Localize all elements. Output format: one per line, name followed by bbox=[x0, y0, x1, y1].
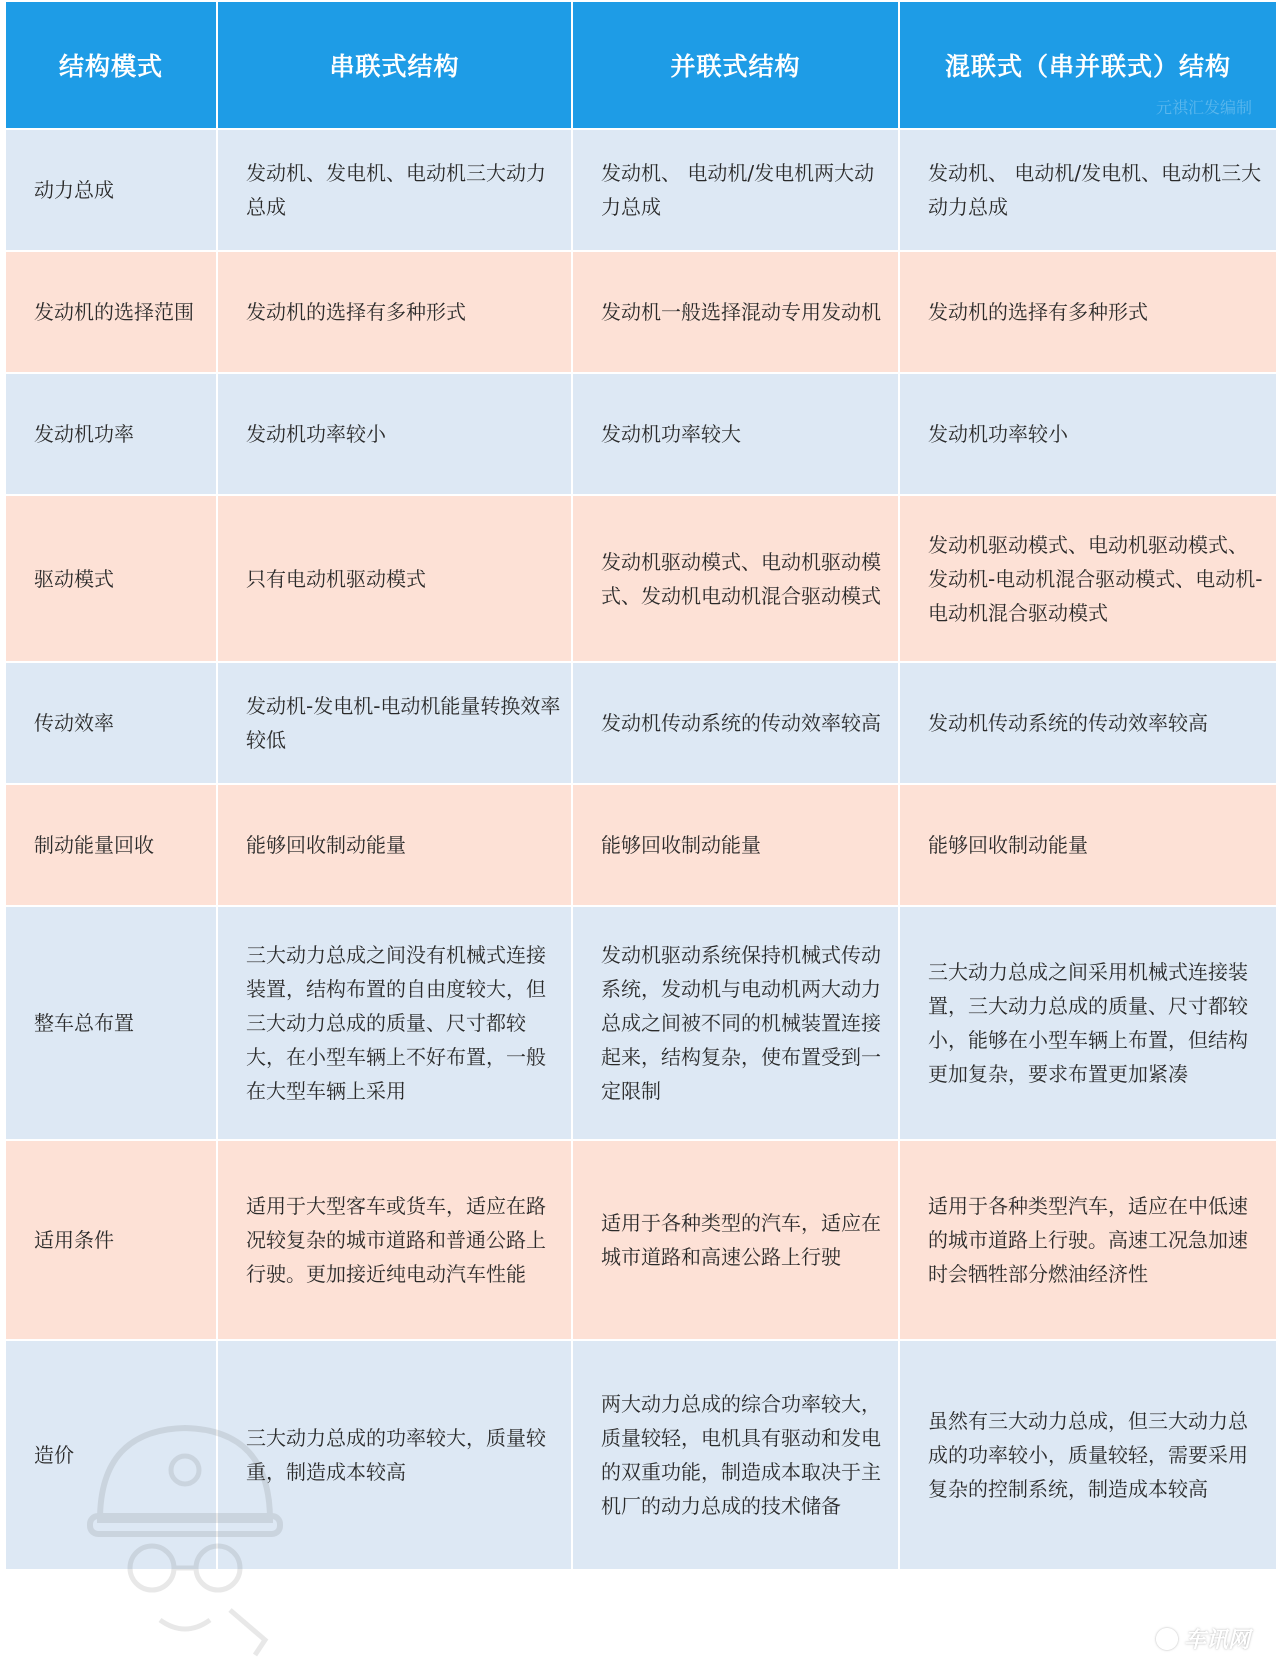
cell-hybrid: 发动机传动系统的传动效率较高 bbox=[899, 662, 1277, 784]
cell-hybrid: 虽然有三大动力总成，但三大动力总成的功率较小，质量较轻，需要采用复杂的控制系统，制造成本较高 bbox=[899, 1340, 1277, 1570]
table-row bbox=[5, 129, 1277, 251]
row-label: 整车总布置 bbox=[5, 906, 217, 1140]
cell-hybrid: 适用于各种类型汽车，适应在中低速的城市道路上行驶。高速工况急加速时会牺牲部分燃油经济性 bbox=[899, 1140, 1277, 1340]
table-row bbox=[5, 662, 1277, 784]
hybrid-structure-comparison-table bbox=[4, 0, 1278, 1571]
row-label: 发动机功率 bbox=[5, 373, 217, 495]
table-header-row bbox=[5, 1, 1277, 129]
header-parallel-structure: 并联式结构 bbox=[572, 1, 899, 129]
cell-series: 三大动力总成的功率较大，质量较重，制造成本较高 bbox=[217, 1340, 572, 1570]
row-label: 适用条件 bbox=[5, 1140, 217, 1340]
site-logo bbox=[1156, 1623, 1250, 1654]
header-credit-watermark: 元祺汇发编制 bbox=[1155, 98, 1252, 117]
cell-parallel: 发动机驱动模式、电动机驱动模式、发动机电动机混合驱动模式 bbox=[572, 495, 899, 662]
cell-hybrid: 发动机、 电动机/发电机、电动机三大动力总成 bbox=[899, 129, 1277, 251]
cell-parallel: 发动机、 电动机/发电机两大动力总成 bbox=[572, 129, 899, 251]
cell-series: 发动机、发电机、电动机三大动力总成 bbox=[217, 129, 572, 251]
cell-parallel: 发动机驱动系统保持机械式传动系统，发动机与电动机两大动力总成之间被不同的机械装置连接起来，结构复杂，使布置受到一定限制 bbox=[572, 906, 899, 1140]
table-row bbox=[5, 1140, 1277, 1340]
header-hybrid-structure-label: 混联式（串并联式）结构 bbox=[944, 52, 1231, 81]
table-row bbox=[5, 1340, 1277, 1570]
row-label: 驱动模式 bbox=[5, 495, 217, 662]
cell-hybrid: 三大动力总成之间采用机械式连接装置，三大动力总成的质量、尺寸都较小，能够在小型车辆上布置，但结构更加复杂，要求布置更加紧凑 bbox=[899, 906, 1277, 1140]
row-label: 传动效率 bbox=[5, 662, 217, 784]
logo-circle-icon bbox=[1156, 1628, 1178, 1650]
cell-parallel: 两大动力总成的综合功率较大，质量较轻，电机具有驱动和发电的双重功能，制造成本取决于主机厂的动力总成的技术储备 bbox=[572, 1340, 899, 1570]
cell-hybrid: 发动机驱动模式、电动机驱动模式、发动机-电动机混合驱动模式、电动机-电动机混合驱动模式 bbox=[899, 495, 1277, 662]
cell-parallel: 发动机功率较大 bbox=[572, 373, 899, 495]
header-series-structure: 串联式结构 bbox=[217, 1, 572, 129]
row-label: 动力总成 bbox=[5, 129, 217, 251]
table-row bbox=[5, 784, 1277, 906]
cell-series: 适用于大型客车或货车，适应在路况较复杂的城市道路和普通公路上行驶。更加接近纯电动汽车性能 bbox=[217, 1140, 572, 1340]
header-hybrid-structure bbox=[899, 1, 1277, 129]
row-label: 制动能量回收 bbox=[5, 784, 217, 906]
table-row bbox=[5, 251, 1277, 373]
row-label: 发动机的选择范围 bbox=[5, 251, 217, 373]
cell-series: 发动机功率较小 bbox=[217, 373, 572, 495]
logo-text: 车讯网 bbox=[1183, 1628, 1250, 1653]
cell-hybrid: 能够回收制动能量 bbox=[899, 784, 1277, 906]
cell-hybrid: 发动机功率较小 bbox=[899, 373, 1277, 495]
table-row bbox=[5, 495, 1277, 662]
cell-series: 发动机的选择有多种形式 bbox=[217, 251, 572, 373]
comparison-table-container bbox=[4, 0, 1276, 1571]
cell-parallel: 发动机传动系统的传动效率较高 bbox=[572, 662, 899, 784]
cell-series: 发动机-发电机-电动机能量转换效率较低 bbox=[217, 662, 572, 784]
cell-series: 能够回收制动能量 bbox=[217, 784, 572, 906]
row-label: 造价 bbox=[5, 1340, 217, 1570]
cell-hybrid: 发动机的选择有多种形式 bbox=[899, 251, 1277, 373]
cell-parallel: 发动机一般选择混动专用发动机 bbox=[572, 251, 899, 373]
table-row bbox=[5, 373, 1277, 495]
cell-series: 只有电动机驱动模式 bbox=[217, 495, 572, 662]
table-row bbox=[5, 906, 1277, 1140]
cell-parallel: 适用于各种类型的汽车，适应在城市道路和高速公路上行驶 bbox=[572, 1140, 899, 1340]
cell-series: 三大动力总成之间没有机械式连接装置，结构布置的自由度较大，但三大动力总成的质量、尺寸都较大，在小型车辆上不好布置，一般在大型车辆上采用 bbox=[217, 906, 572, 1140]
cell-parallel: 能够回收制动能量 bbox=[572, 784, 899, 906]
header-structure-mode: 结构模式 bbox=[5, 1, 217, 129]
